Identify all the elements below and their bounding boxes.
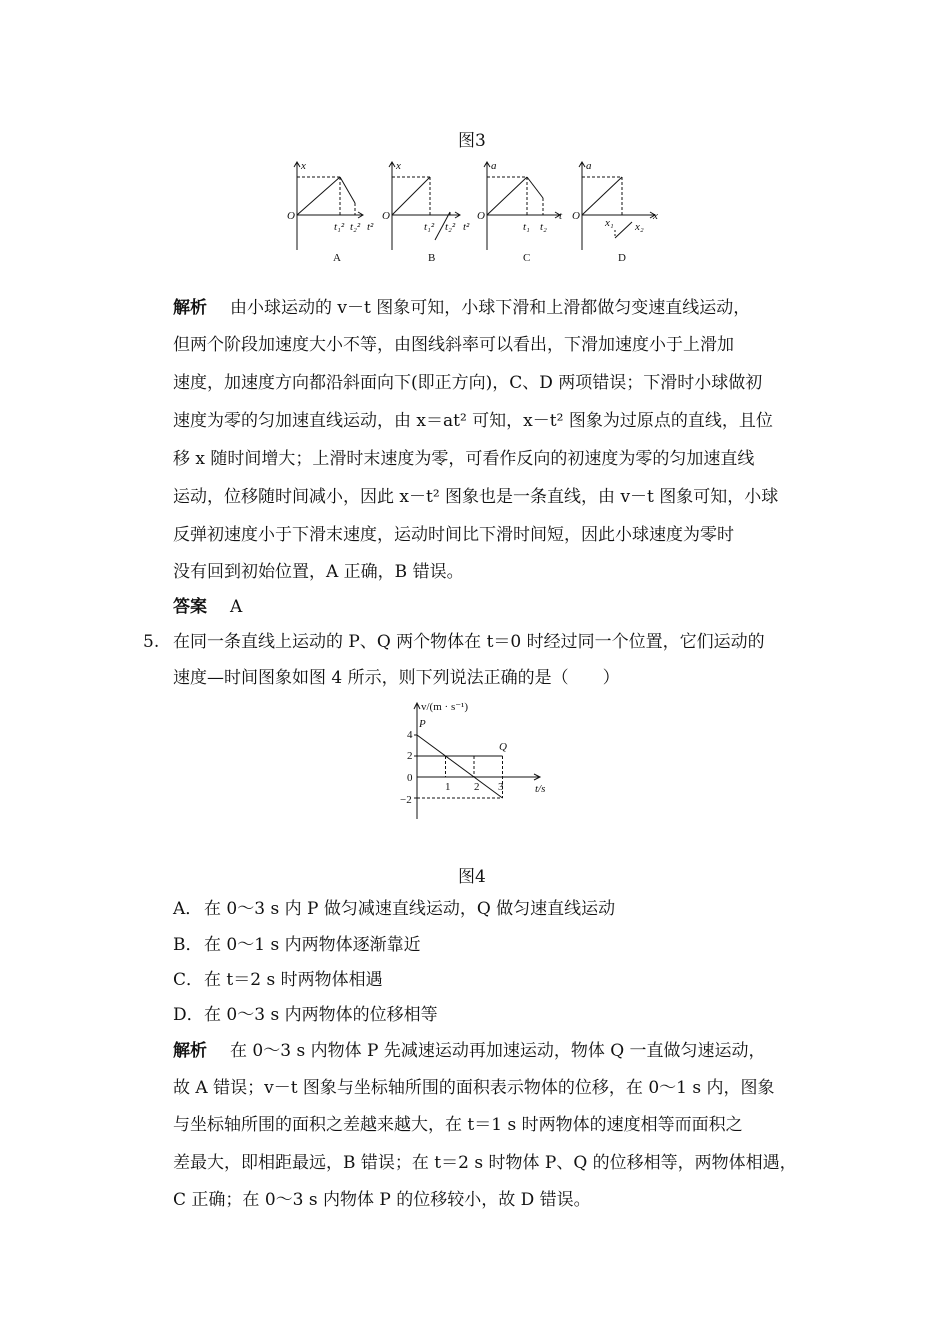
graph-a-letter: A bbox=[333, 252, 341, 264]
answer1-value: A bbox=[230, 597, 243, 617]
fig4-ytick-2: 2 bbox=[407, 750, 413, 762]
fig3-caption: 图3 bbox=[458, 131, 486, 151]
graph-c bbox=[484, 162, 560, 250]
fig4-series-p-line bbox=[417, 735, 503, 798]
graph-b-origin: O bbox=[382, 210, 390, 222]
graph-a-origin: O bbox=[287, 210, 295, 222]
graph-c-tick1: t₁ bbox=[523, 221, 530, 233]
graph-b-tick1: t₁² bbox=[424, 221, 435, 233]
graph-d-origin: O bbox=[572, 210, 580, 222]
analysis1-line: 速度，加速度方向都沿斜面向下(即正方向)，C、D 两项错误；下滑时小球做初 bbox=[173, 373, 763, 393]
graph-c-tick2: t₂ bbox=[540, 221, 547, 233]
option-a-label: A． bbox=[173, 899, 203, 919]
option-b-label: B． bbox=[173, 935, 203, 955]
fig4-xtick-1: 1 bbox=[445, 781, 451, 793]
fig3-graphs bbox=[285, 160, 685, 280]
fig4-ytick-neg2: −2 bbox=[400, 794, 412, 806]
graph-b-letter: B bbox=[428, 252, 436, 264]
q5-number: 5. bbox=[143, 632, 160, 652]
analysis2-line: 在 0～3 s 内物体 P 先减速运动再加速运动，物体 Q 一直做匀速运动， bbox=[230, 1041, 766, 1061]
analysis1-line: 由小球运动的 v－t 图象可知，小球下滑和上滑都做匀变速直线运动， bbox=[230, 298, 751, 318]
fig4-xlabel: t/s bbox=[535, 783, 546, 795]
option-a-text: 在 0～3 s 内 P 做匀减速直线运动，Q 做匀速直线运动 bbox=[204, 899, 616, 919]
analysis2-line: C 正确；在 0～3 s 内物体 P 的位移较小，故 D 错误。 bbox=[173, 1190, 591, 1210]
answer1-label: 答案 bbox=[173, 597, 207, 617]
analysis1-label: 解析 bbox=[173, 298, 207, 318]
graph-d bbox=[579, 162, 655, 250]
analysis1-line: 移 x 随时间增大；上滑时末速度为零，可看作反向的初速度为零的匀加速直线 bbox=[173, 449, 755, 469]
fig4-ytick-4: 4 bbox=[407, 729, 413, 741]
fig4-ytick-0: 0 bbox=[407, 772, 413, 784]
graph-d-tick2: x₂ bbox=[635, 221, 644, 233]
graph-b-ylabel: x bbox=[396, 160, 401, 172]
option-d-label: D． bbox=[173, 1005, 204, 1025]
graph-b-xlabel: t² bbox=[463, 221, 470, 233]
graph-d-xlabel: x bbox=[653, 210, 658, 222]
graph-b bbox=[389, 162, 460, 250]
analysis2-line: 差最大，即相距最远，B 错误；在 t＝2 s 时物体 P、Q 的位移相等，两物体相遇， bbox=[173, 1153, 797, 1173]
graph-a bbox=[294, 162, 363, 250]
graph-d-letter: D bbox=[618, 252, 626, 264]
graph-a-tick2: t₂² bbox=[350, 221, 361, 233]
graph-a-ylabel: x bbox=[301, 160, 306, 172]
option-b-text: 在 0～1 s 内两物体逐渐靠近 bbox=[204, 935, 421, 955]
fig4-xtick-3: 3 bbox=[498, 781, 504, 793]
analysis1-line: 反弹初速度小于下滑末速度，运动时间比下滑时间短，因此小球速度为零时 bbox=[173, 525, 734, 545]
fig4-chart bbox=[390, 695, 560, 825]
graph-c-origin: O bbox=[477, 210, 485, 222]
fig4-series-p-label: P bbox=[419, 718, 426, 730]
fig4-xtick-2: 2 bbox=[474, 781, 480, 793]
graph-c-xlabel: t bbox=[559, 210, 563, 222]
q5-line: 速度—时间图象如图 4 所示，则下列说法正确的是（ ） bbox=[173, 668, 620, 688]
analysis1-line: 没有回到初始位置，A 正确，B 错误。 bbox=[173, 562, 464, 582]
analysis2-line: 与坐标轴所围的面积之差越来越大，在 t＝1 s 时两物体的速度相等而面积之 bbox=[173, 1115, 743, 1135]
fig4-caption: 图4 bbox=[458, 867, 486, 887]
option-c-text: 在 t＝2 s 时两物体相遇 bbox=[204, 970, 383, 990]
analysis1-line: 速度为零的匀加速直线运动，由 x＝at² 可知，x－t² 图象为过原点的直线，且位 bbox=[173, 411, 773, 431]
graph-d-ylabel: a bbox=[586, 160, 592, 172]
analysis2-label: 解析 bbox=[173, 1041, 207, 1061]
graph-b-tick2: t₂² bbox=[445, 221, 456, 233]
analysis1-line: 运动，位移随时间减小，因此 x－t² 图象也是一条直线，由 v－t 图象可知，小球 bbox=[173, 487, 779, 507]
graph-a-xlabel: t² bbox=[367, 221, 374, 233]
graph-a-tick1: t₁² bbox=[334, 221, 345, 233]
analysis1-line: 但两个阶段加速度大小不等，由图线斜率可以看出，下滑加速度小于上滑加 bbox=[173, 335, 734, 355]
fig4-ylabel: v/(m · s⁻¹) bbox=[421, 701, 468, 713]
option-c-label: C． bbox=[173, 970, 204, 990]
graph-d-tick1: x₁ bbox=[605, 217, 614, 229]
q5-line: 在同一条直线上运动的 P、Q 两个物体在 t＝0 时经过同一个位置，它们运动的 bbox=[173, 632, 765, 652]
option-d-text: 在 0～3 s 内两物体的位移相等 bbox=[204, 1005, 438, 1025]
graph-c-letter: C bbox=[523, 252, 531, 264]
fig4-series-q-label: Q bbox=[499, 741, 507, 753]
graph-c-ylabel: a bbox=[491, 160, 497, 172]
analysis2-line: 故 A 错误；v－t 图象与坐标轴所围的面积表示物体的位移，在 0～1 s 内，图象 bbox=[173, 1078, 775, 1098]
